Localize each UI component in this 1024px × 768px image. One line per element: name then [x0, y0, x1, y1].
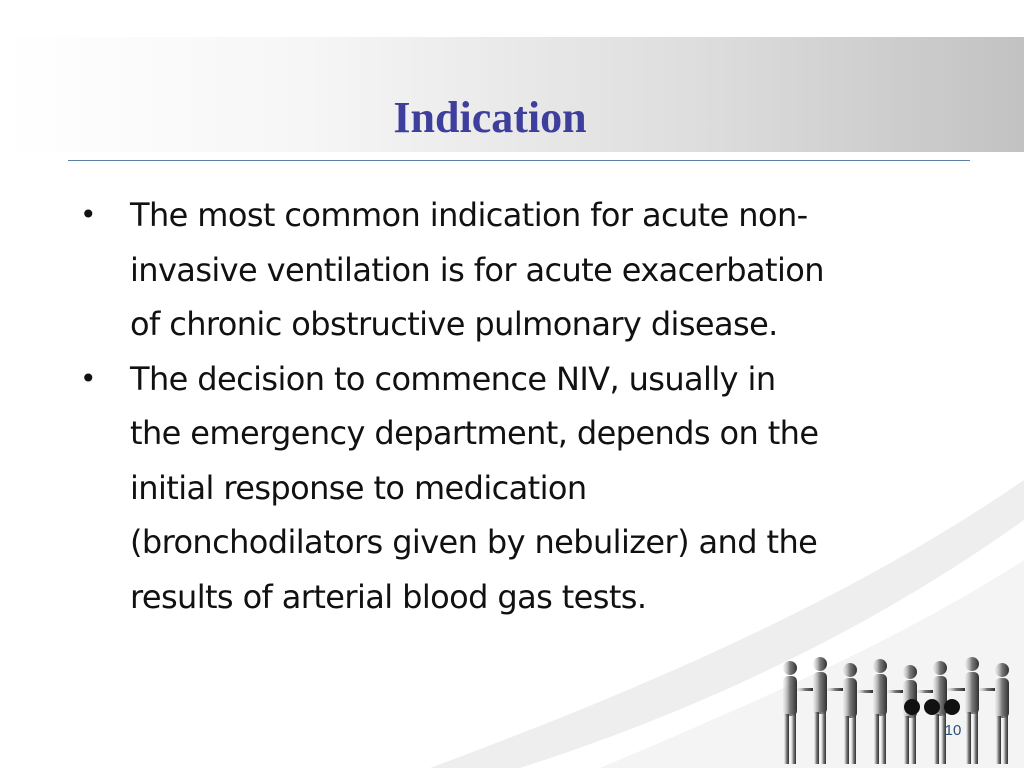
bullet-text-line: the emergency department, depends on the [130, 414, 819, 452]
bullet-text-line: of chronic obstructive pulmonary disease. [130, 305, 778, 343]
bullet-item [76, 352, 976, 625]
bullet-text-line: initial response to medication [130, 468, 587, 507]
title-divider [68, 160, 970, 161]
bullet-text-line: The decision to commence NIV, usually in [130, 359, 776, 398]
bullet-text-line: results of arterial blood gas tests. [130, 577, 647, 616]
page-number: 10 [944, 722, 962, 739]
bullet-text-line: The most common indication for acute non- [130, 196, 808, 234]
bullet-text-line: (bronchodilators given by nebulizer) and the [130, 523, 818, 561]
bullet-icon: • [80, 198, 96, 231]
bullet-icon: • [80, 361, 96, 395]
three-dots-icon [898, 696, 964, 718]
people-silhouettes-icon [760, 630, 1024, 768]
bullet-text-line: invasive ventilation is for acute exacerbation [130, 250, 824, 289]
bullet-list [76, 188, 976, 624]
bullet-item [76, 188, 976, 352]
slide-title: Indication [393, 93, 587, 142]
